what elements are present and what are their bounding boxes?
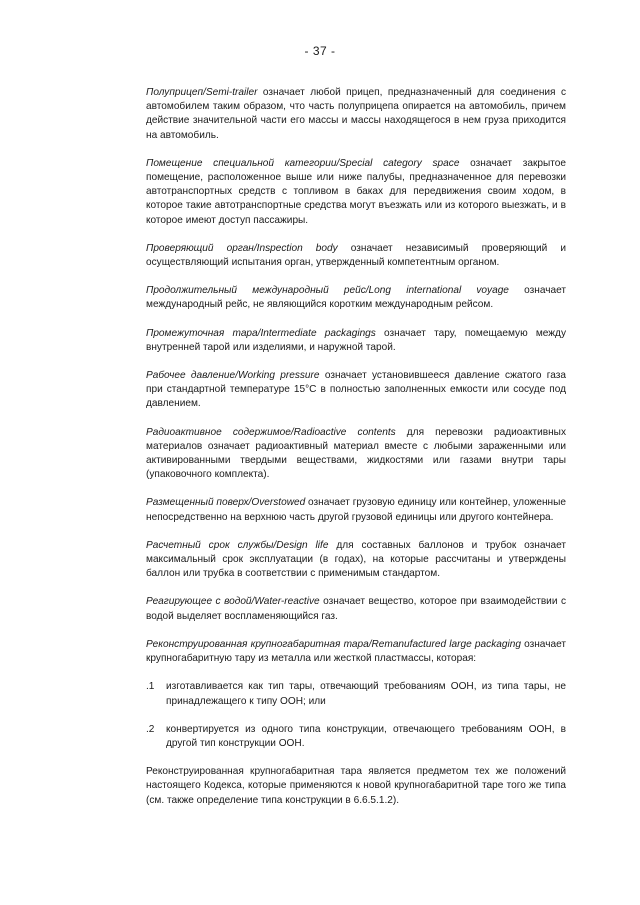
- definition-radioactive-contents: [146, 426, 566, 483]
- definition-long-international-voyage: [146, 284, 566, 312]
- definition-text: для перевозки радиоактивных материалов означает радиоактивный материал вместе с любыми зараженными или активированными твердыми веществами, жидкостями или газами внутри тары (упаковочного комплекта).: [146, 426, 566, 481]
- definition-text: означает международный рейс, не являющийся коротким международным рейсом.: [146, 285, 566, 311]
- list-item: [146, 680, 566, 708]
- page-number: - 37 -: [304, 44, 336, 58]
- definition-term: Полуприцеп/Semi-trailer: [146, 87, 258, 98]
- definition-term: Продолжительный международный рейс/Long international voyage: [146, 285, 509, 297]
- closing-paragraph: Реконструированная крупногабаритная тара является предметом тех же положений настоящего Кодекса, которые применяются к новой крупногабаритной таре того же типа (см. также определение типа конструкции в 6.6.5.1.2).: [146, 766, 566, 806]
- definition-term: Помещение специальной категории/Special category space: [146, 157, 460, 169]
- definition-term: Размещенный поверх/Overstowed: [146, 497, 306, 509]
- definition-text: означает тару, помещаемую между внутренней тарой или изделиями, и наружной тарой.: [146, 327, 566, 353]
- list-item-number: .1: [146, 681, 155, 693]
- definition-intermediate-packagings: [146, 327, 566, 355]
- definition-text: означает установившееся давление сжатого газа при стандартной температуре 15°C в полностью заполненных емкости или сосуде под давлением.: [146, 370, 566, 410]
- definition-text: означает грузовую единицу или контейнер, уложенные непосредственно на верхнюю часть другой грузовой единицы или другого контейнера.: [146, 497, 566, 523]
- list-item: [146, 723, 566, 751]
- definition-term: Проверяющий орган/Inspection body: [146, 242, 338, 254]
- definition-term: Радиоактивное содержимое/Radioactive contents: [146, 426, 396, 438]
- definition-term: Реагирующее с водой/Water-reactive: [146, 596, 320, 608]
- definition-water-reactive: [146, 595, 566, 623]
- definition-remanufactured-large-packaging: [146, 638, 566, 666]
- definition-design-life: [146, 539, 566, 582]
- definition-text: означает вещество, которое при взаимодействии с водой выделяет воспламеняющийся газ.: [146, 596, 566, 622]
- definition-inspection-body: [146, 242, 566, 270]
- list-item-text: изготавливается как тип тары, отвечающий требованиям ООН, из типа тары, не принадлежащего к типу ООН; или: [166, 681, 566, 707]
- definition-text: означает закрытое помещение, расположенное выше или ниже палубы, предназначенное для перевозки автотранспортных средств с топливом в баках для передвижения своим ходом, в которое такие автотранспортные средства могут въезжать или из которого выезжать, и в которое имеют доступ пассажиры.: [146, 157, 567, 226]
- document-body: [146, 86, 566, 822]
- definition-overstowed: [146, 496, 566, 524]
- definition-term: Реконструированная крупногабаритная тара/Remanufactured large packaging: [146, 638, 521, 650]
- list-item-number: .2: [146, 723, 155, 735]
- definition-term: Рабочее давление/Working pressure: [146, 370, 320, 382]
- definition-semi-trailer: [146, 86, 566, 143]
- definition-text: означает любой прицеп, предназначенный для соединения с автомобилем таким образом, что часть полуприцепа опирается на автомобиль, причем действие значительной части его массы и массы находящегося в нем груза приходится на автомобиль.: [146, 87, 566, 141]
- definition-term: Расчетный срок службы/Design life: [146, 539, 329, 551]
- definition-text: для составных баллонов и трубок означает максимальный срок эксплуатации (в годах), на которые рассчитаны и утверждены баллон или трубка в соответствии с применимым стандартом.: [146, 539, 567, 580]
- definition-working-pressure: [146, 369, 566, 412]
- list-item-text: конвертируется из одного типа конструкции, отвечающего требованиям ООН, в другой тип конструкции ООН.: [166, 723, 566, 749]
- definition-text: означает независимый проверяющий и осуществляющий испытания орган, утвержденный компетентным органом.: [146, 242, 567, 269]
- definition-term: Промежуточная тара/Intermediate packagings: [146, 327, 376, 339]
- definition-special-category-space: [146, 157, 566, 228]
- definition-text: означает крупногабаритную тару из металла или жесткой пластмассы, которая:: [146, 638, 566, 665]
